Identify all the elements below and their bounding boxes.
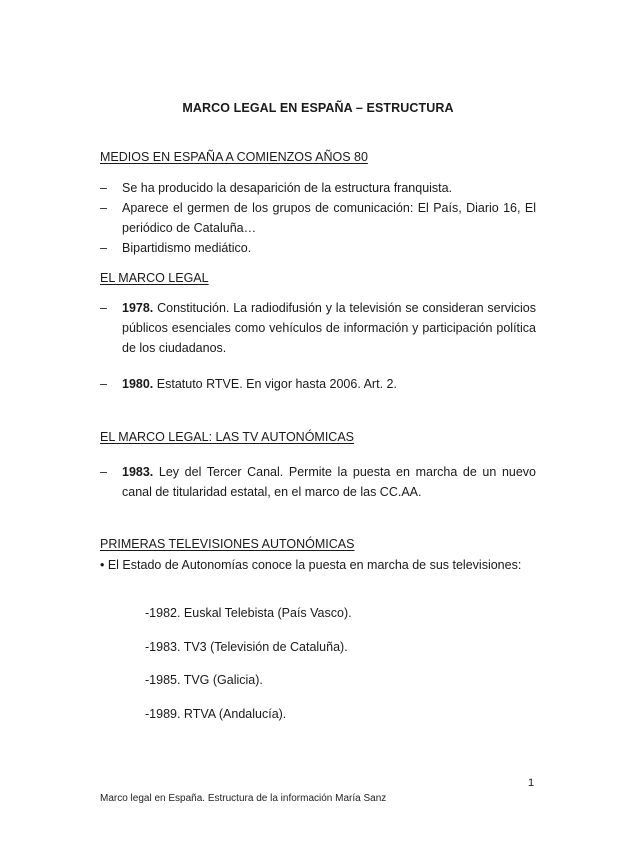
list-item-text: Estatuto RTVE. En vigor hasta 2006. Art. 2. — [153, 377, 397, 391]
list-item — [100, 298, 536, 358]
dash-marker: – — [100, 181, 107, 195]
list-item-text: Bipartidismo mediático. — [122, 241, 252, 255]
list-marco-legal — [100, 298, 536, 358]
tv-list-item-1989: -1989. RTVA (Andalucía). — [145, 707, 287, 721]
list-item — [100, 198, 536, 238]
list-item-text: Ley del Tercer Canal. Permite la puesta en marcha de un nuevo canal de titularidad estatal, en el marco de las CC.AA. — [122, 465, 536, 499]
list-marco-legal-2 — [100, 374, 536, 394]
section-heading-tv-autonomicas: EL MARCO LEGAL: LAS TV AUTONÓMICAS — [100, 430, 355, 444]
dash-marker: – — [100, 201, 107, 215]
list-item-text: Constitución. La radiodifusión y la televisión se consideran servicios públicos esenciales como vehículos de información y participación política de los ciudadanos. — [122, 301, 536, 355]
section-heading-medios: MEDIOS EN ESPAÑA A COMIENZOS AÑOS 80 — [100, 150, 368, 164]
list-tv-autonomicas — [100, 462, 536, 502]
dash-marker: – — [100, 377, 107, 391]
list-item — [100, 178, 536, 198]
dash-marker: – — [100, 241, 107, 255]
list-item — [100, 374, 536, 394]
dash-marker: – — [100, 301, 107, 315]
list-item — [100, 462, 536, 502]
dash-marker: – — [100, 465, 107, 479]
list-item-year: 1983. — [122, 465, 154, 479]
page-number: 1 — [528, 777, 535, 789]
list-item-year: 1980. — [122, 377, 154, 391]
section-heading-primeras-televisiones: PRIMERAS TELEVISIONES AUTONÓMICAS — [100, 537, 355, 551]
page-footer: Marco legal en España. Estructura de la información María Sanz — [100, 793, 387, 804]
list-medios — [100, 178, 536, 258]
tv-list-item-1982: -1982. Euskal Telebista (País Vasco). — [145, 606, 352, 620]
list-item-text: Aparece el germen de los grupos de comunicación: El País, Diario 16, El periódico de Cataluña… — [122, 201, 536, 235]
intro-paragraph: • El Estado de Autonomías conoce la puesta en marcha de sus televisiones: — [100, 558, 522, 572]
document-title: MARCO LEGAL EN ESPAÑA – ESTRUCTURA — [182, 101, 454, 115]
tv-list-item-1985: -1985. TVG (Galicia). — [145, 673, 263, 687]
list-item-year: 1978. — [122, 301, 154, 315]
tv-list-item-1983: -1983. TV3 (Televisión de Cataluña). — [145, 640, 348, 654]
list-item-text: Se ha producido la desaparición de la estructura franquista. — [122, 181, 453, 195]
list-item — [100, 238, 536, 258]
section-heading-marco-legal: EL MARCO LEGAL — [100, 271, 209, 285]
